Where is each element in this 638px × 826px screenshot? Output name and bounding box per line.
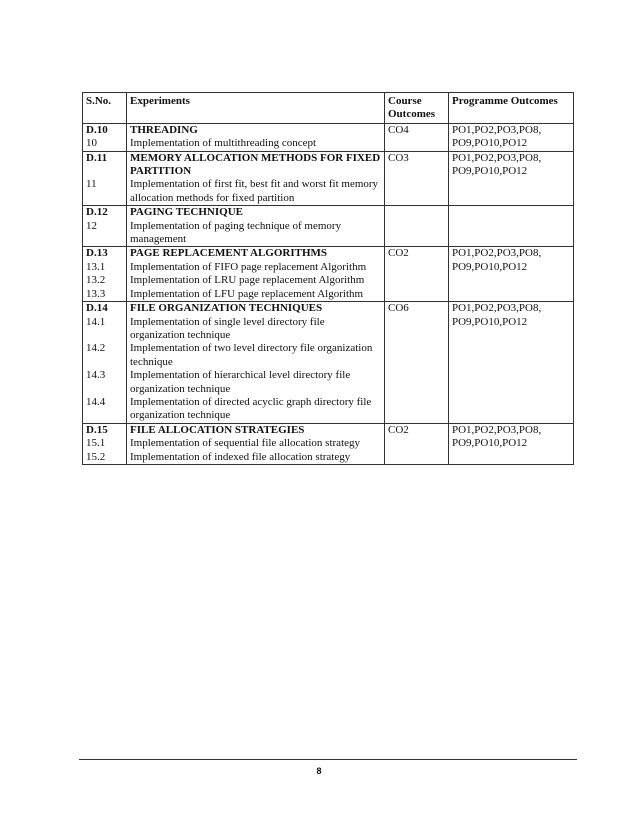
experiment-group-code: D.12	[83, 206, 127, 220]
header-sno: S.No.	[83, 93, 127, 124]
experiment-number: 15.2	[83, 451, 127, 465]
course-outcome: CO2	[385, 423, 449, 464]
programme-outcomes	[449, 206, 574, 247]
experiment-group-title: FILE ALLOCATION STRATEGIES	[127, 423, 385, 437]
programme-outcomes: PO1,PO2,PO3,PO8, PO9,PO10,PO12	[449, 123, 574, 151]
course-outcome: CO4	[385, 123, 449, 151]
experiment-group-title: FILE ORGANIZATION TECHNIQUES	[127, 302, 385, 316]
table-row	[83, 151, 574, 178]
experiment-description: Implementation of multithreading concept	[127, 137, 385, 151]
programme-outcomes: PO1,PO2,PO3,PO8, PO9,PO10,PO12	[449, 151, 574, 206]
experiment-description: Implementation of paging technique of memory management	[127, 220, 385, 247]
table-header-row	[83, 93, 574, 124]
experiment-number: 14.1	[83, 316, 127, 343]
table-row	[83, 206, 574, 220]
table-row	[83, 423, 574, 437]
experiment-number: 14.4	[83, 396, 127, 423]
experiment-number: 14.3	[83, 369, 127, 396]
experiment-group-code: D.13	[83, 247, 127, 261]
experiment-number: 13.3	[83, 288, 127, 302]
course-outcome: CO2	[385, 247, 449, 302]
experiment-description: Implementation of two level directory file organization technique	[127, 342, 385, 369]
experiment-number: 14.2	[83, 342, 127, 369]
experiment-number: 10	[83, 137, 127, 151]
header-course-outcomes: Course Outcomes	[385, 93, 449, 124]
experiment-description: Implementation of LFU page replacement Algorithm	[127, 288, 385, 302]
table-row	[83, 302, 574, 316]
experiment-group-title: THREADING	[127, 123, 385, 137]
experiment-number: 12	[83, 220, 127, 247]
programme-outcomes: PO1,PO2,PO3,PO8, PO9,PO10,PO12	[449, 247, 574, 302]
experiment-number: 13.2	[83, 274, 127, 287]
header-programme-outcomes: Programme Outcomes	[449, 93, 574, 124]
experiment-number: 15.1	[83, 437, 127, 450]
experiment-description: Implementation of single level directory file organization technique	[127, 316, 385, 343]
experiment-description: Implementation of LRU page replacement Algorithm	[127, 274, 385, 287]
table-row	[83, 123, 574, 137]
experiment-number: 11	[83, 178, 127, 205]
experiment-group-code: D.10	[83, 123, 127, 137]
experiment-description: Implementation of sequential file allocation strategy	[127, 437, 385, 450]
experiment-group-title: PAGING TECHNIQUE	[127, 206, 385, 220]
course-outcome: CO6	[385, 302, 449, 424]
footer-divider	[79, 759, 577, 760]
experiments-table	[82, 92, 574, 465]
experiment-description: Implementation of FIFO page replacement Algorithm	[127, 261, 385, 274]
experiment-group-code: D.11	[83, 151, 127, 178]
header-experiments: Experiments	[127, 93, 385, 124]
programme-outcomes: PO1,PO2,PO3,PO8, PO9,PO10,PO12	[449, 302, 574, 424]
experiment-group-title: PAGE REPLACEMENT ALGORITHMS	[127, 247, 385, 261]
experiment-description: Implementation of first fit, best fit and worst fit memory allocation methods for fixed partition	[127, 178, 385, 205]
page-number: 8	[316, 766, 322, 776]
experiment-group-title: MEMORY ALLOCATION METHODS FOR FIXED PARTITION	[127, 151, 385, 178]
table-body	[83, 123, 574, 464]
programme-outcomes: PO1,PO2,PO3,PO8, PO9,PO10,PO12	[449, 423, 574, 464]
experiment-description: Implementation of directed acyclic graph directory file organization technique	[127, 396, 385, 423]
experiment-description: Implementation of hierarchical level directory file organization technique	[127, 369, 385, 396]
experiment-description: Implementation of indexed file allocation strategy	[127, 451, 385, 465]
experiment-number: 13.1	[83, 261, 127, 274]
experiment-group-code: D.15	[83, 423, 127, 437]
course-outcome: CO3	[385, 151, 449, 206]
experiment-group-code: D.14	[83, 302, 127, 316]
table-row	[83, 247, 574, 261]
course-outcome	[385, 206, 449, 247]
